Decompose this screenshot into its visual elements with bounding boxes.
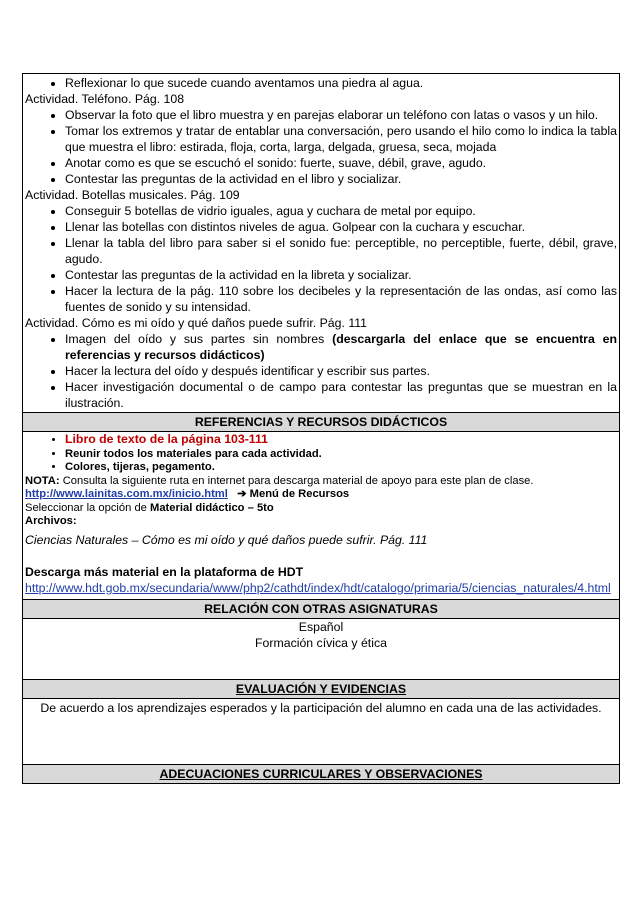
referencias-cell	[23, 432, 620, 600]
activity-title-botellas: Actividad. Botellas musicales. Pág. 109	[25, 188, 240, 202]
lainitas-link[interactable]: http://www.lainitas.com.mx/inicio.html	[25, 488, 228, 500]
adecuaciones-header-row	[23, 765, 620, 784]
evaluacion-header-row	[23, 680, 620, 699]
relacion-header-row	[23, 600, 620, 619]
intro-list	[25, 75, 617, 91]
document-body	[22, 73, 622, 784]
activity-title-telefono: Actividad. Teléfono. Pág. 108	[25, 92, 185, 106]
list-item: • Hacer la lectura de la pág. 110 sobre los decibeles y la representación de las ondas, así como las fuentes de sonido y su intensidad.	[65, 283, 617, 315]
evaluacion-header-text: EVALUACIÓN Y EVIDENCIAS	[235, 682, 407, 696]
adecuaciones-header	[23, 765, 620, 784]
list-item	[65, 433, 617, 448]
list-item: • Contestar las preguntas de la actividad en la libreta y socializar.	[65, 267, 617, 283]
activities-cell	[23, 74, 620, 413]
list-item: • Reunir todos los materiales para cada actividad.	[65, 448, 617, 462]
evaluacion-text: De acuerdo a los aprendizajes esperados y la participación del alumno en cada una de las actividades.	[40, 701, 602, 715]
archivos-label: Archivos:	[25, 515, 77, 527]
asignatura: Formación cívica y ética	[255, 636, 387, 650]
list-item: • Reflexionar lo que sucede cuando aventamos una piedra al agua.	[65, 75, 617, 91]
activity-title-oido: Actividad. Cómo es mi oído y qué daños puede sufrir. Pág. 111	[25, 316, 368, 330]
plan-table	[22, 73, 620, 784]
libro-texto: Libro de texto de la página 103-111	[65, 432, 268, 446]
relacion-cell	[23, 619, 620, 680]
evaluacion-row	[23, 699, 620, 765]
nota-text: Consulta la siguiente ruta en internet para descarga material de apoyo para este plan de clase.	[59, 474, 534, 487]
list-item: • Anotar como es que se escuchó el sonido: fuerte, suave, débil, grave, agudo.	[65, 155, 617, 171]
referencias-header: REFERENCIAS Y RECURSOS DIDÁCTICOS	[23, 413, 620, 432]
list-item: • Contestar las preguntas de la actividad en el libro y socializar.	[65, 171, 617, 187]
asignatura: Español	[298, 620, 344, 634]
hdt-link-line	[25, 580, 617, 597]
list-item: • Colores, tijeras, pegamento.	[65, 461, 617, 475]
material-didactico: Material didáctico – 5to	[150, 501, 274, 514]
nota-line	[25, 475, 617, 489]
link-line	[25, 488, 617, 502]
evaluacion-header	[23, 680, 620, 699]
list-item: • Tomar los extremos y tratar de entablar una conversación, pero usando el hilo como lo indica la tabla que muestra el libro: estirada, floja, corta, larga, delgada, gruesa, seca, mojada	[65, 123, 617, 155]
list-item: • Llenar la tabla del libro para saber si el sonido fue: perceptible, no perceptible, fuerte, débil, grave, agudo.	[65, 235, 617, 267]
descarga-title: Descarga más material en la plataforma de HDT	[25, 564, 304, 579]
referencias-list	[25, 433, 617, 475]
telefono-list	[25, 107, 617, 187]
oido-item-bold: (descargarla del enlace que se encuentra en referencias y recursos didácticos)	[65, 332, 617, 362]
oido-list	[25, 331, 617, 411]
hdt-link[interactable]: http://www.hdt.gob.mx/secundaria/www/php2/cathdt/index/hdt/catalogo/primaria/5/ciencias_naturales/4.html	[25, 580, 611, 595]
evaluacion-cell	[23, 699, 620, 765]
list-item: • Hacer investigación documental o de campo para contestar las preguntas que se muestran en la ilustración.	[65, 379, 617, 411]
list-item: • Hacer la lectura del oído y después identificar y escribir sus partes.	[65, 363, 617, 379]
list-item: • Conseguir 5 botellas de vidrio iguales, agua y cuchara de metal por equipo.	[65, 203, 617, 219]
oido-item-text: Imagen del oído y sus partes sin nombres	[65, 332, 333, 346]
referencias-row	[23, 432, 620, 600]
seleccionar-text: Seleccionar la opción de	[25, 501, 151, 514]
referencias-header-row	[23, 413, 620, 432]
archivo-title: Ciencias Naturales – Cómo es mi oído y qué daños puede sufrir. Pág. 111	[25, 532, 428, 547]
arrow-icon: ➔	[237, 488, 247, 500]
activities-row	[23, 74, 620, 413]
nota-label: NOTA:	[25, 474, 60, 487]
list-item: • Llenar las botellas con distintos niveles de agua. Golpear con la cuchara y escuchar.	[65, 219, 617, 235]
menu-recursos: Menú de Recursos	[246, 488, 350, 500]
botellas-list	[25, 203, 617, 315]
relacion-header: RELACIÓN CON OTRAS ASIGNATURAS	[23, 600, 620, 619]
adecuaciones-header-text: ADECUACIONES CURRICULARES Y OBSERVACIONES	[159, 767, 483, 781]
list-item: • Observar la foto que el libro muestra y en parejas elaborar un teléfono con latas o vasos y un hilo.	[65, 107, 617, 123]
relacion-row	[23, 619, 620, 680]
spacer	[25, 548, 617, 564]
seleccionar-line	[25, 502, 617, 516]
list-item	[65, 331, 617, 363]
